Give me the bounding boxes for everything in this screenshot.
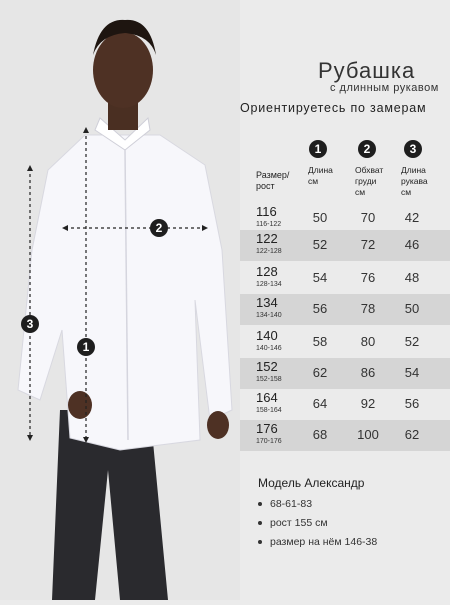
bullet-icon (258, 521, 262, 525)
bullet-icon (258, 540, 262, 544)
row-chest: 92 (360, 396, 376, 411)
table-row (240, 230, 450, 261)
product-subtitle: с длинным рукавом (330, 82, 439, 94)
row-chest: 72 (360, 237, 376, 252)
row-size: 164 (256, 390, 278, 405)
table-row (240, 358, 450, 389)
column-number-length: 1 (309, 140, 327, 158)
row-size: 116 (256, 204, 277, 219)
table-row (240, 263, 450, 294)
table-row (240, 420, 450, 451)
row-height-range: 122-128 (256, 248, 282, 255)
model-measurements: 68-61-83 (258, 498, 312, 510)
row-size: 128 (256, 264, 278, 279)
row-height-range: 158-164 (256, 407, 282, 414)
row-chest: 86 (360, 365, 376, 380)
photo-marker-1: 1 (77, 338, 95, 356)
row-height-range: 140-146 (256, 345, 282, 352)
row-chest: 70 (360, 210, 376, 225)
row-height-range: 170-176 (256, 438, 282, 445)
column-number-chest: 2 (358, 140, 376, 158)
row-size: 152 (256, 359, 278, 374)
column-header-length: Длина см (308, 165, 333, 186)
row-sleeve: 42 (404, 210, 420, 225)
column-header-size: Размер/ рост (256, 170, 290, 191)
row-length: 52 (312, 237, 328, 252)
bullet-icon (258, 502, 262, 506)
row-size: 134 (256, 295, 278, 310)
row-length: 50 (312, 210, 328, 225)
row-chest: 76 (360, 270, 376, 285)
column-header-chest: Обхват груди см (355, 165, 384, 197)
table-row (240, 294, 450, 325)
row-sleeve: 46 (404, 237, 420, 252)
row-length: 56 (312, 301, 328, 316)
row-sleeve: 48 (404, 270, 420, 285)
row-sleeve: 56 (404, 396, 420, 411)
product-title: Рубашка (318, 58, 416, 83)
row-length: 62 (312, 365, 328, 380)
column-number-sleeve: 3 (404, 140, 422, 158)
model-size-worn: размер на нём 146-38 (258, 536, 377, 548)
row-size: 176 (256, 421, 278, 436)
row-sleeve: 54 (404, 365, 420, 380)
row-height-range: 152-158 (256, 376, 282, 383)
row-sleeve: 50 (404, 301, 420, 316)
row-length: 54 (312, 270, 328, 285)
row-sleeve: 52 (404, 334, 420, 349)
model-height: рост 155 см (258, 517, 328, 529)
row-height-range: 128-134 (256, 281, 282, 288)
row-size: 140 (256, 328, 278, 343)
row-chest: 78 (360, 301, 376, 316)
photo-marker-2: 2 (150, 219, 168, 237)
row-length: 58 (312, 334, 328, 349)
row-chest: 80 (360, 334, 376, 349)
row-length: 64 (312, 396, 328, 411)
column-header-sleeve: Длина рукава см (401, 165, 428, 197)
model-title: Модель Александр (258, 476, 365, 490)
table-row (240, 327, 450, 358)
row-height-range: 134-140 (256, 312, 282, 319)
row-length: 68 (312, 427, 328, 442)
measurement-heading: Ориентируетесь по замерам (240, 101, 427, 115)
row-chest: 100 (357, 427, 379, 442)
row-height-range: 116-122 (256, 221, 282, 228)
photo-marker-3: 3 (21, 315, 39, 333)
row-sleeve: 62 (404, 427, 420, 442)
row-size: 122 (256, 231, 278, 246)
table-row (240, 389, 450, 420)
